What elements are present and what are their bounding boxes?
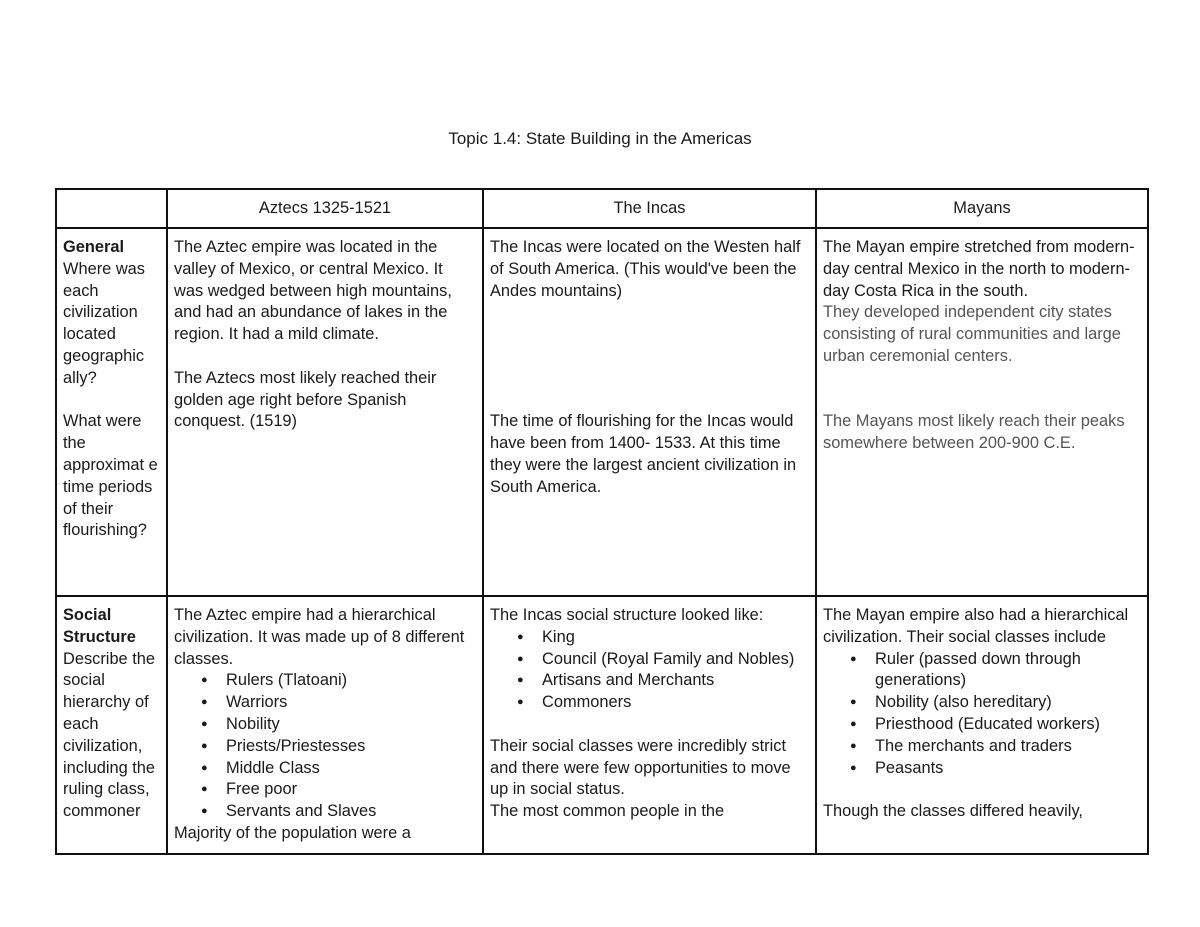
list-item: ● Servants and Slaves bbox=[226, 801, 476, 823]
list-item: ● Council (Royal Family and Nobles) bbox=[542, 649, 809, 671]
mayans-social-intro: The Mayan empire also had a hierarchical civilization. Their social classes include bbox=[823, 606, 1129, 646]
list-item: ● The merchants and traders bbox=[875, 736, 1141, 758]
list-item: ● Commoners bbox=[542, 692, 809, 714]
aztecs-social-cell bbox=[167, 596, 483, 854]
incas-location: The Incas were located on the Westen half of South America. (This would've been the Andes mountains) bbox=[490, 238, 801, 300]
incas-social-outro: The most common people in the bbox=[490, 802, 725, 821]
aztecs-location: The Aztec empire was located in the valley of Mexico, or central Mexico. It was wedged between high mountains, and had an abundance of lakes in the region. It had a mild climate. bbox=[174, 238, 452, 344]
header-blank bbox=[56, 189, 167, 228]
mayans-general-cell bbox=[816, 228, 1148, 596]
general-label: General bbox=[63, 238, 125, 256]
list-item: ● Priests/Priestesses bbox=[226, 736, 476, 758]
header-aztecs: Aztecs 1325-1521 bbox=[167, 189, 483, 228]
list-item: ● Peasants bbox=[875, 758, 1141, 780]
mayans-period: The Mayans most likely reach their peaks somewhere between 200-900 C.E. bbox=[823, 412, 1125, 453]
general-question-2: What were the approximat e time periods of their flourishing? bbox=[63, 412, 158, 540]
general-question-cell bbox=[56, 228, 167, 596]
aztecs-social-outro: Majority of the population were a bbox=[174, 823, 411, 842]
header-mayans: Mayans bbox=[816, 189, 1148, 228]
header-incas: The Incas bbox=[483, 189, 816, 228]
mayans-social-cell bbox=[816, 596, 1148, 854]
list-item: ● Rulers (Tlatoani) bbox=[226, 670, 476, 692]
mayans-location-a: The Mayan empire stretched from modern-day central Mexico in the north to modern-day Costa Rica in the south. bbox=[823, 238, 1135, 300]
social-question: Describe the social hierarchy of each civilization, including the ruling class, commoner bbox=[63, 649, 156, 821]
list-item: ● Free poor bbox=[226, 779, 476, 801]
incas-social-intro: The Incas social structure looked like: bbox=[490, 606, 764, 624]
general-question-1: Where was each civilization located geographic ally? bbox=[63, 259, 145, 387]
comparison-table bbox=[55, 188, 1149, 855]
aztecs-general-cell bbox=[167, 228, 483, 596]
mayans-social-outro: Though the classes differed heavily, bbox=[823, 802, 1083, 821]
list-item: ● Artisans and Merchants bbox=[542, 670, 809, 692]
list-item: ● Warriors bbox=[226, 692, 476, 714]
list-item: ● Ruler (passed down through generations) bbox=[875, 649, 1141, 693]
aztecs-class-list bbox=[174, 670, 476, 823]
mayans-class-list bbox=[823, 649, 1141, 780]
row-general bbox=[56, 228, 1148, 596]
incas-social-cell bbox=[483, 596, 816, 854]
list-item: ● Nobility bbox=[226, 714, 476, 736]
incas-social-para: Their social classes were incredibly strict and there were few opportunities to move up in social status. bbox=[490, 736, 791, 799]
list-item: ● Priesthood (Educated workers) bbox=[875, 714, 1141, 736]
aztecs-social-intro: The Aztec empire had a hierarchical civilization. It was made up of 8 different classes. bbox=[174, 606, 465, 668]
aztecs-period: The Aztecs most likely reached their golden age right before Spanish conquest. (1519) bbox=[174, 368, 437, 431]
social-label: Social Structure bbox=[63, 606, 136, 646]
page-title: Topic 1.4: State Building in the Americas bbox=[448, 129, 752, 148]
header-row bbox=[56, 189, 1148, 228]
mayans-location-b: They developed independent city states consisting of rural communities and large urban ceremonial centers. bbox=[823, 303, 1121, 365]
list-item: ● Middle Class bbox=[226, 758, 476, 780]
row-social-structure bbox=[56, 596, 1148, 854]
incas-period: The time of flourishing for the Incas would have been from 1400- 1533. At this time they were the largest ancient civilization in South America. bbox=[490, 412, 797, 496]
list-item: ● King bbox=[542, 627, 809, 649]
list-item: ● Nobility (also hereditary) bbox=[875, 692, 1141, 714]
incas-general-cell bbox=[483, 228, 816, 596]
incas-class-list bbox=[490, 627, 809, 714]
social-question-cell bbox=[56, 596, 167, 854]
